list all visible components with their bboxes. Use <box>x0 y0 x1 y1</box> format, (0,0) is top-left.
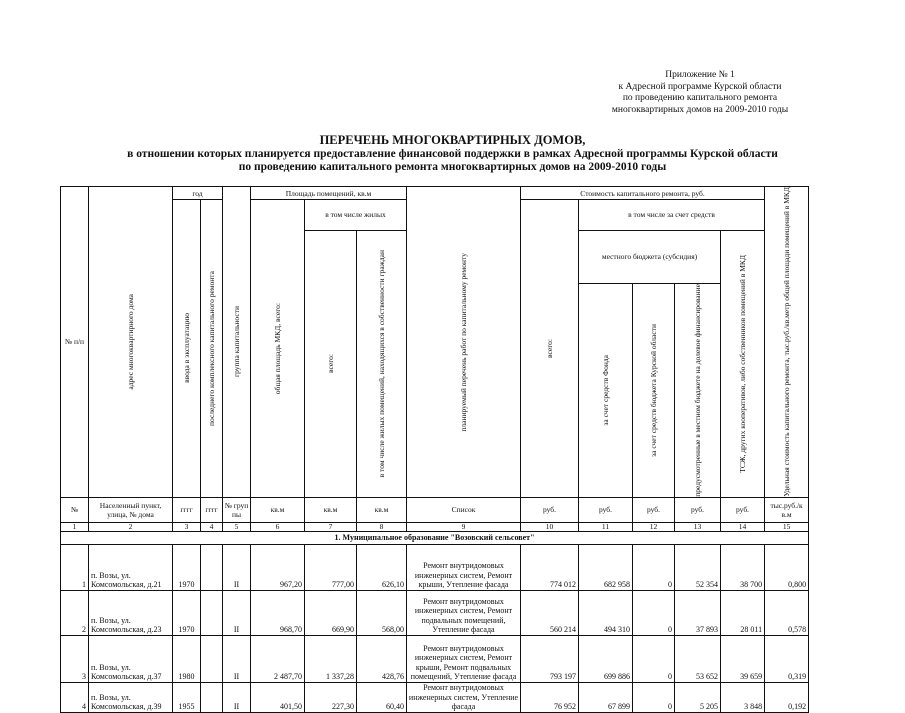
header-cap-group: группа капитальности <box>223 187 251 498</box>
appendix-line: многоквартирных домов на 2009-2010 годы <box>611 104 789 115</box>
header-specific-cost: Удельная стоимость капитального ремонта, тыс.руб./кв.метр общей площади помещений в МКД <box>765 187 809 498</box>
appendix-line: к Адресной программе Курской области <box>618 81 782 92</box>
header-local: предусмотренные в местном бюджете на долевое финансирование <box>675 283 721 497</box>
table-row <box>61 682 809 712</box>
row-year-built: 1955 <box>173 682 201 712</box>
row-year-repair <box>201 544 223 590</box>
unit-cell: кв.м <box>251 497 305 522</box>
row-year-built: 1970 <box>173 544 201 590</box>
col-number: 9 <box>407 522 521 531</box>
header-num: № п/п <box>61 187 89 498</box>
row-works: Ремонт внутридомовых инженерных систем, Ремонт подвальных помещений, Утепление фасада <box>407 590 521 635</box>
row-owners: 28 011 <box>721 590 765 635</box>
col-number: 7 <box>305 522 357 531</box>
row-year-built: 1980 <box>173 635 201 682</box>
row-year-repair <box>201 635 223 682</box>
unit-cell: кв.м <box>305 497 357 522</box>
header-living-private: в том числе жилых помещений, находящихся в собственности граждан <box>357 230 407 497</box>
unit-cell: руб. <box>521 497 579 522</box>
row-living-private: 60,40 <box>357 682 407 712</box>
col-number: 13 <box>675 522 721 531</box>
row-local: 5 205 <box>675 682 721 712</box>
col-number: 8 <box>357 522 407 531</box>
header-group-sources: в том числе за счет средств <box>579 200 765 231</box>
row-living-private: 568,00 <box>357 590 407 635</box>
row-address: п. Возы, ул. Комсомольская, д.23 <box>89 590 173 635</box>
document-title <box>0 134 905 175</box>
title-line-2: в отношении которых планируется предоставление финансовой поддержки в рамках Адресной программы Курской области <box>127 147 778 160</box>
header-group-cost: Стоимость капитального ремонта, руб. <box>521 187 765 200</box>
row-num: 3 <box>61 635 89 682</box>
row-regional: 0 <box>633 682 675 712</box>
col-number: 3 <box>173 522 201 531</box>
row-area-total: 968,70 <box>251 590 305 635</box>
section-row <box>61 531 809 544</box>
row-owners: 38 700 <box>721 544 765 590</box>
row-regional: 0 <box>633 635 675 682</box>
col-number: 1 <box>61 522 89 531</box>
column-numbers-row <box>61 522 809 531</box>
row-local: 37 893 <box>675 590 721 635</box>
col-number: 12 <box>633 522 675 531</box>
unit-cell: Населенный пункт, улица, № дома <box>89 497 173 522</box>
row-living-total: 1 337,28 <box>305 635 357 682</box>
appendix-line: по проведению капитального ремонта <box>622 93 778 103</box>
row-year-repair <box>201 590 223 635</box>
units-row <box>61 497 809 522</box>
row-group: II <box>223 590 251 635</box>
title-line-1: ПЕРЕЧЕНЬ МНОГОКВАРТИРНЫХ ДОМОВ, <box>319 133 586 147</box>
table-row <box>61 635 809 682</box>
houses-table <box>60 186 809 713</box>
row-owners: 3 848 <box>721 682 765 712</box>
appendix-block <box>600 70 800 116</box>
row-num: 1 <box>61 544 89 590</box>
row-group: II <box>223 635 251 682</box>
row-group: II <box>223 682 251 712</box>
col-number: 5 <box>223 522 251 531</box>
unit-cell: руб. <box>675 497 721 522</box>
row-living-private: 626,10 <box>357 544 407 590</box>
row-address: п. Возы, ул. Комсомольская, д.39 <box>89 682 173 712</box>
unit-cell: кв.м <box>357 497 407 522</box>
row-specific: 0,800 <box>765 544 809 590</box>
row-local: 52 354 <box>675 544 721 590</box>
header-works: планируемый перечень работ по капитальному ремонту <box>407 187 521 498</box>
row-regional: 0 <box>633 544 675 590</box>
row-group: II <box>223 544 251 590</box>
appendix-line: Приложение № 1 <box>665 70 735 80</box>
row-num: 4 <box>61 682 89 712</box>
row-specific: 0,578 <box>765 590 809 635</box>
row-year-built: 1970 <box>173 590 201 635</box>
row-cost-total: 76 952 <box>521 682 579 712</box>
header-address: адрес многоквартирного дома <box>89 187 173 498</box>
title-line-3: по проведению капитального ремонта многоквартирных домов на 2009-2010 годы <box>238 161 667 173</box>
unit-cell: № груп пы <box>223 497 251 522</box>
row-living-private: 428,76 <box>357 635 407 682</box>
col-number: 10 <box>521 522 579 531</box>
row-regional: 0 <box>633 590 675 635</box>
row-fund: 699 886 <box>579 635 633 682</box>
col-number: 15 <box>765 522 809 531</box>
section-title: 1. Муниципальное образование "Возовский сельсовет" <box>61 531 809 544</box>
row-cost-total: 793 197 <box>521 635 579 682</box>
header-total-area: общая площадь МКД, всего: <box>251 200 305 498</box>
col-number: 11 <box>579 522 633 531</box>
row-specific: 0,192 <box>765 682 809 712</box>
table-row <box>61 544 809 590</box>
unit-cell: гггг <box>201 497 223 522</box>
header-group-year: год <box>173 187 223 200</box>
table-row <box>61 590 809 635</box>
unit-cell: № <box>61 497 89 522</box>
row-local: 53 652 <box>675 635 721 682</box>
row-fund: 494 310 <box>579 590 633 635</box>
row-cost-total: 560 214 <box>521 590 579 635</box>
unit-cell: тыс.руб./к в.м <box>765 497 809 522</box>
row-num: 2 <box>61 590 89 635</box>
row-living-total: 777,00 <box>305 544 357 590</box>
unit-cell: гггг <box>173 497 201 522</box>
row-fund: 67 899 <box>579 682 633 712</box>
row-area-total: 401,50 <box>251 682 305 712</box>
row-address: п. Возы, ул. Комсомольская, д.37 <box>89 635 173 682</box>
row-specific: 0,319 <box>765 635 809 682</box>
header-owners: ТСЖ, других кооперативов, либо собственников помещений в МКД <box>721 230 765 497</box>
unit-cell: руб. <box>633 497 675 522</box>
header-year-built: ввода в эксплуатацию <box>173 200 201 498</box>
header-fund: за счет средств Фонда <box>579 283 633 497</box>
row-works: Ремонт внутридомовых инженерных систем, Ремонт крыши, Ремонт подвальных помещений, Утепление фасада <box>407 635 521 682</box>
row-address: п. Возы, ул. Комсомольская, д.21 <box>89 544 173 590</box>
row-living-total: 227,30 <box>305 682 357 712</box>
header-group-area: Площадь помещений, кв.м <box>251 187 407 200</box>
row-cost-total: 774 012 <box>521 544 579 590</box>
header-year-repair: последнего комплексного капитального ремонта <box>201 200 223 498</box>
row-area-total: 2 487,70 <box>251 635 305 682</box>
unit-cell: руб. <box>579 497 633 522</box>
col-number: 2 <box>89 522 173 531</box>
header-row-1 <box>61 187 809 200</box>
row-works: Ремонт внутридомовых инженерных систем, Ремонт крыши, Утепление фасада <box>407 544 521 590</box>
header-cost-total: всего: <box>521 200 579 498</box>
header-regional: за счет средств бюджета Курской области <box>633 283 675 497</box>
col-number: 14 <box>721 522 765 531</box>
row-year-repair <box>201 682 223 712</box>
row-works: Ремонт внутридомовых инженерных систем, Утепление фасада <box>407 682 521 712</box>
col-number: 4 <box>201 522 223 531</box>
unit-cell: Список <box>407 497 521 522</box>
header-group-living: в том числе жилых <box>305 200 407 231</box>
header-living-total: всего: <box>305 230 357 497</box>
row-fund: 682 958 <box>579 544 633 590</box>
header-group-local: местного бюджета (субсидия) <box>579 230 721 283</box>
row-area-total: 967,20 <box>251 544 305 590</box>
row-owners: 39 659 <box>721 635 765 682</box>
unit-cell: руб. <box>721 497 765 522</box>
row-living-total: 669,90 <box>305 590 357 635</box>
col-number: 6 <box>251 522 305 531</box>
